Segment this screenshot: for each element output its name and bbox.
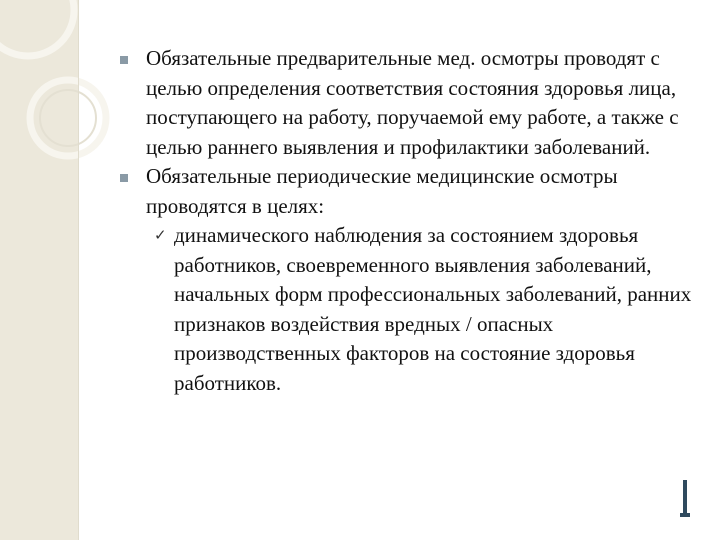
bullet-item-preliminary-exams xyxy=(120,44,700,162)
panel-divider xyxy=(78,0,79,540)
arrow-down-icon xyxy=(683,480,687,514)
sub-bullet-text: динамического наблюдения за состоянием здоровья работников, своевременного выявления заболеваний, начальных форм профессиональных заболеваний, ранних признаков воздействия вредных / опасных производственных факторов на состояние здоровья работников. xyxy=(174,223,692,395)
square-bullet-icon xyxy=(120,174,128,182)
bullet-text: Обязательные предварительные мед. осмотры проводят с целью определения соответствия состояния здоровья лица, поступающего на работу, поручаемой ему работе, а также с целью раннего выявления и профилактики заболеваний. xyxy=(146,46,679,159)
decorative-circles xyxy=(0,0,140,200)
sub-bullet-item-goals xyxy=(120,221,700,398)
bullet-item-periodic-exams xyxy=(120,162,700,221)
bullet-text: Обязательные периодические медицинские осмотры проводятся в целях: xyxy=(146,164,618,218)
square-bullet-icon xyxy=(120,56,128,64)
slide-body xyxy=(120,44,700,398)
checkmark-icon: ✓ xyxy=(154,226,167,244)
